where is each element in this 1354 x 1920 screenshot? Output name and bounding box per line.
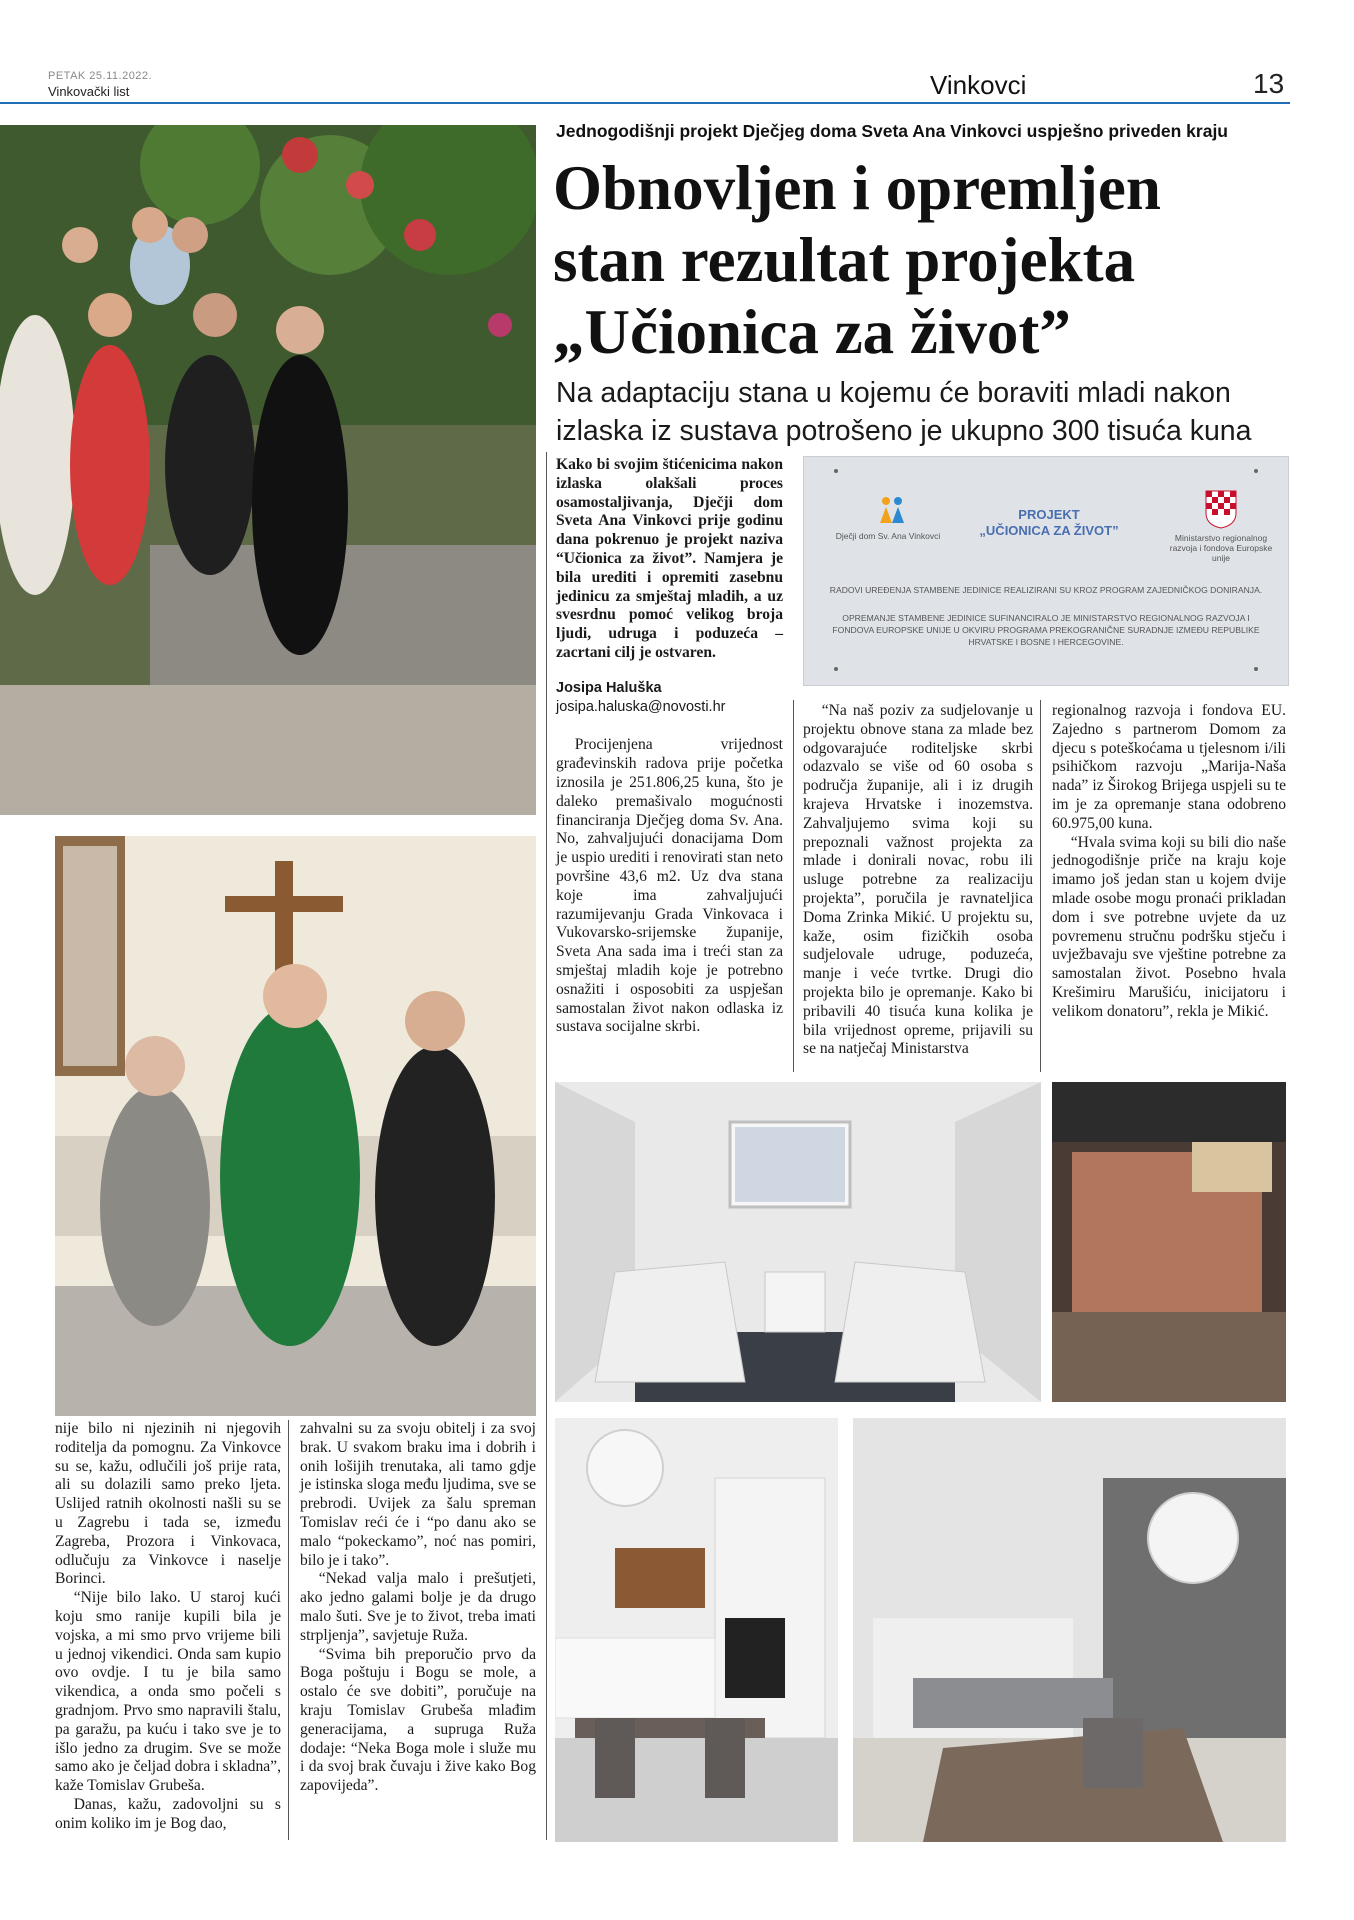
headline-line: „Učionica za život”	[553, 297, 1071, 367]
bedroom-photo	[555, 1082, 1041, 1402]
plaque-screw	[834, 469, 838, 473]
before-renovation-photo	[1052, 1082, 1286, 1402]
column-rule	[546, 452, 547, 1440]
article-paragraph: zahvalni su za svoju obitelj i za svoj brak. U svakom braku ima i dobrih i onih lošijih trenutaka, ali tamo gdje je istinska sloga među ljudima, sve se prebrodi. Uvijek za šalu spreman Tomislav reći će i “po danu ako se malo “pokeckamo”, noć nas pomiri, bilo je i tako”.	[300, 1420, 536, 1569]
plaque-title-line: „UČIONICA ZA ŽIVOT”	[979, 523, 1119, 538]
headline-line: Obnovljen i opremljen	[553, 153, 1161, 223]
plaque-title-line: PROJEKT	[1018, 507, 1080, 522]
plaque-screw	[1254, 469, 1258, 473]
article-paragraph: regionalnog razvoja i fondova EU. Zajedno s partnerom Domom za djecu s poteškoćama u tjelesnom i/ili psihičkom razvoju „Marija-Naša nada” iz Širokog Brijega uspjeli su te im je za opremanje stana odobreno 60.975,00 kuna.	[1052, 702, 1286, 832]
plaque-text-line: RADOVI UREĐENJA STAMBENE JEDINICE REALIZIRANI SU KROZ PROGRAM ZAJEDNIČKOG DONIRANJA.	[829, 585, 1263, 595]
author-name: Josipa Haluška	[556, 679, 662, 696]
article-headline	[553, 152, 1293, 368]
column-rule	[1040, 700, 1041, 1072]
church-celebration-photo	[55, 836, 536, 1416]
column-rule	[288, 1420, 289, 1840]
article-paragraph: “Svima bih preporučio prvo da Boga poštuju i Bogu se mole, a ostalo će sve dobiti”, poručuje na kraju Tomislav Grubeša mlađim generacijama, a supruga Ruža dodaje: “Neka Boga mole i služe mu i da svoj brak čuvaju i žive kako Bog zapovijeda”.	[300, 1645, 536, 1795]
plaque-screw	[1254, 667, 1258, 671]
column-rule	[793, 700, 794, 1072]
header-rule	[0, 102, 1290, 104]
article-paragraph: “Nekad valja malo i prešutjeti, ako jedno galami bolje je da drugo malo šuti. Sve je to život, treba imati strpljenja”, savjetuje Ruža.	[300, 1570, 536, 1644]
article-lead: Kako bi svojim štićenicima nakon izlaska olakšali proces osamostaljivanja, Dječji dom Sveta Ana Vinkovci prije godinu dana pokrenuo je projekt naziva “Učionica za život”. Namjera je bila urediti i opremiti zasebnu jedinicu za smještaj mladih, a uz svesrdnu pomoć velikog broja ljudi, udruga i poduzeća – zacrtani cilj je ostvaren.	[556, 456, 783, 661]
article-paragraph: “Na naš poziv za sudjelovanje u projektu obnove stana za mlade bez odgovarajuće roditeljske skrbi odazvalo se više od 60 osoba s područja županije, ali i iz drugih krajeva Hrvatske i inozemstva. Zahvaljujemo svima koji su prepoznali važnost projekta za mlade i donirali novac, robu ili usluge potrebne za realizaciju projekta”, poručila je ravnateljica Doma Zrinka Mikić. U projektu su, kaže, osim fizičkih osoba sudjelovale udruge, poduzeća, manje i veće tvrtke. Drugi dio projekta bilo je opremanje. Kako bi pribavili 40 tisuća kuna kolika je bila vrijednost opreme, prijavili su se na natječaj Ministarstva	[803, 702, 1033, 1058]
project-plaque	[803, 456, 1289, 686]
headline-line: stan rezultat projekta	[553, 225, 1136, 295]
children-home-logo-icon	[874, 493, 910, 529]
article-column-4	[55, 1420, 281, 1834]
section-name: Vinkovci	[930, 70, 1027, 100]
plaque-right-org: Ministarstvo regionalnog razvoja i fondova Europske unije	[1169, 533, 1273, 563]
article-column-3	[1052, 702, 1286, 1022]
article-paragraph: Danas, kažu, zadovoljni su s onim koliko im je Bog dao,	[55, 1795, 281, 1832]
article-paragraph: “Nije bilo lako. U staroj kući koju smo ranije kupili bila je vojska, a mi smo prvo vrijeme bili u jednoj vikendici. Onda sam kupio ovo ovdje. I tu je bila samo vikendica, a onda smo počeli s gradnjom. Prvo smo napravili štalu, pa garažu, pa kuću i tako sve je to išlo jedno za drugim. Sve se može samo ako je čeljad dobra i skladna”, kaže Tomislav Grubeša.	[55, 1589, 281, 1795]
article-subhead: Na adaptaciju stana u kojemu će boraviti mladi nakon izlaska iz sustava potrošeno je ukupno 300 tisuća kuna	[556, 377, 1252, 447]
plaque-text-line: OPREMANJE STAMBENE JEDINICE SUFINANCIRALO JE MINISTARSTVO REGIONALNOG RAZVOJA I FONDOVA EUROPSKE UNIJE U OKVIRU PROGRAMA PREKOGRANIČNE SURADNJE IZMEĐU REPUBLIKE HRVATSKE I BOSNE I HERCEGOVINE.	[832, 613, 1260, 647]
croatian-coat-of-arms-icon	[1204, 489, 1238, 529]
author-email[interactable]: josipa.haluska@novosti.hr	[556, 698, 726, 715]
article-column-2	[803, 702, 1033, 1059]
article-column-5	[300, 1420, 536, 1796]
article-kicker: Jednogodišnji projekt Dječjeg doma Sveta Ana Vinkovci uspješno priveden kraju	[556, 121, 1228, 141]
plaque-title	[954, 507, 1144, 539]
newspaper-name: Vinkovački list	[48, 84, 130, 99]
family-group-photo	[0, 125, 536, 815]
plaque-screw	[834, 667, 838, 671]
article-paragraph: nije bilo ni njezinih ni njegovih roditelja da pomognu. Za Vinkovce su se, kažu, odlučili još prije rata, ali su dolazili samo preko ljeta. Uslijed ratnih okolnosti našli su se u Zagrebu i tada se, između Zagreba, Prozora i Vinkovaca, odlučuju za Vinkovce i naselje Borinci.	[55, 1420, 281, 1588]
plaque-left-org: Dječji dom Sv. Ana Vinkovci	[835, 531, 941, 541]
kitchen-photo	[555, 1418, 838, 1842]
column-rule	[546, 1420, 547, 1840]
article-column-1	[556, 456, 783, 1037]
article-paragraph: “Hvala svima koji su bili dio naše jednogodišnje priče na kraju koje imamo još jedan stan u kojem dvije mlade osobe mogu pronaći prikladan dom i sve potrebne uvjete da uz povremenu stručnu podršku stječu i uvježbavaju sve vještine potrebne za samostalan život. Posebno hvala Krešimiru Marušiću, inicijatoru i velikom donatoru”, rekla je Mikić.	[1052, 833, 1286, 1020]
page-number: 13	[1253, 68, 1285, 99]
issue-date: PETAK 25.11.2022.	[48, 70, 153, 82]
living-room-photo	[853, 1418, 1286, 1842]
article-paragraph: Procijenjena vrijednost građevinskih radova prije početka iznosila je 251.806,25 kuna, što je daleko premašivalo mogućnosti financiranja Dječjeg doma Sv. Ana. No, zahvaljujući donacijama Dom je uspio urediti i renovirati stan neto površine 43,6 m2. Uz dva stana koje ima zahvaljujući razumijevanju Grada Vinkovaca i Vukovarsko-srijemske županije, Sveta Ana sada ima i treći stan za smještaj mladih koje je potrebno osnažiti i osposobiti za uspješan samostalan život nakon odlaska iz sustava socijalne skrbi.	[556, 736, 783, 1036]
